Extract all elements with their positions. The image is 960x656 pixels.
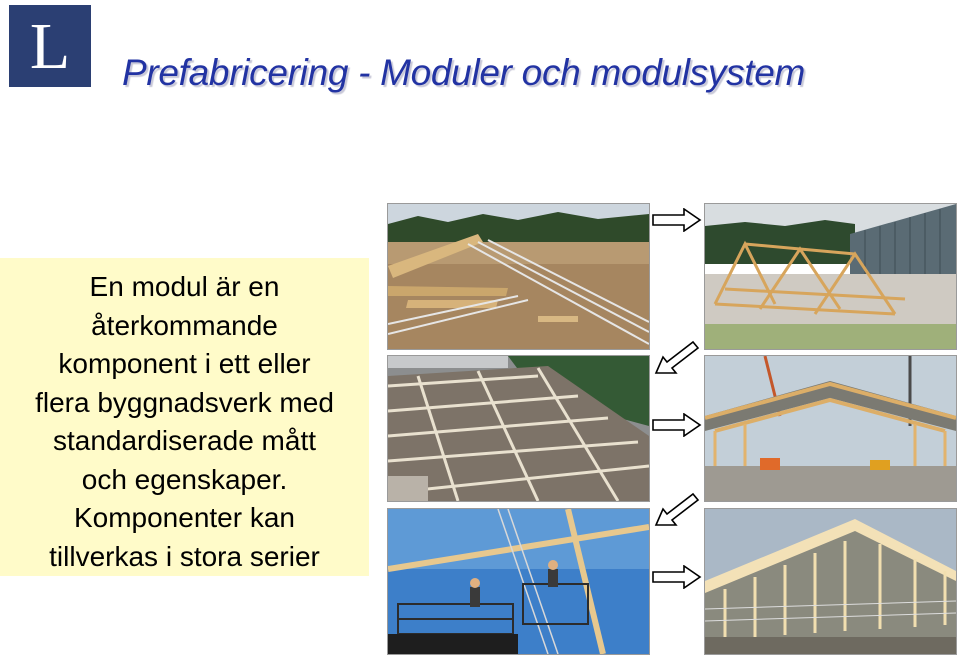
photo-timber-beams	[387, 203, 650, 350]
arrow-right-icon	[652, 208, 702, 237]
definition-line: En modul är en	[89, 271, 280, 302]
arrow-right-icon	[652, 413, 702, 442]
definition-line: och egenskaper.	[81, 463, 288, 495]
page-title: Prefabricering - Moduler och modulsystem	[122, 52, 806, 93]
arrow-down-left-icon	[653, 490, 701, 533]
arrow-right-icon	[652, 565, 702, 594]
logo-letter: L	[29, 10, 71, 83]
definition-line: återkommande	[91, 309, 278, 341]
photo-roof-frame	[704, 203, 957, 350]
logo	[9, 5, 91, 87]
photo-frame-aerial	[387, 355, 650, 502]
photo-finished-frame	[704, 508, 957, 655]
definition-textbox	[0, 258, 369, 576]
definition-line: flera byggnadsverk med	[35, 386, 334, 418]
definition-line: tillverkas i stora serier	[49, 540, 320, 572]
definition-line: komponent i ett eller	[58, 348, 311, 379]
definition-line: Komponenter kan	[73, 502, 296, 533]
arrow-down-left-icon	[653, 338, 701, 381]
photo-truss-cranes	[704, 355, 957, 502]
photo-workers-lifts	[387, 508, 650, 655]
definition-line: standardiserade mått	[52, 425, 317, 456]
